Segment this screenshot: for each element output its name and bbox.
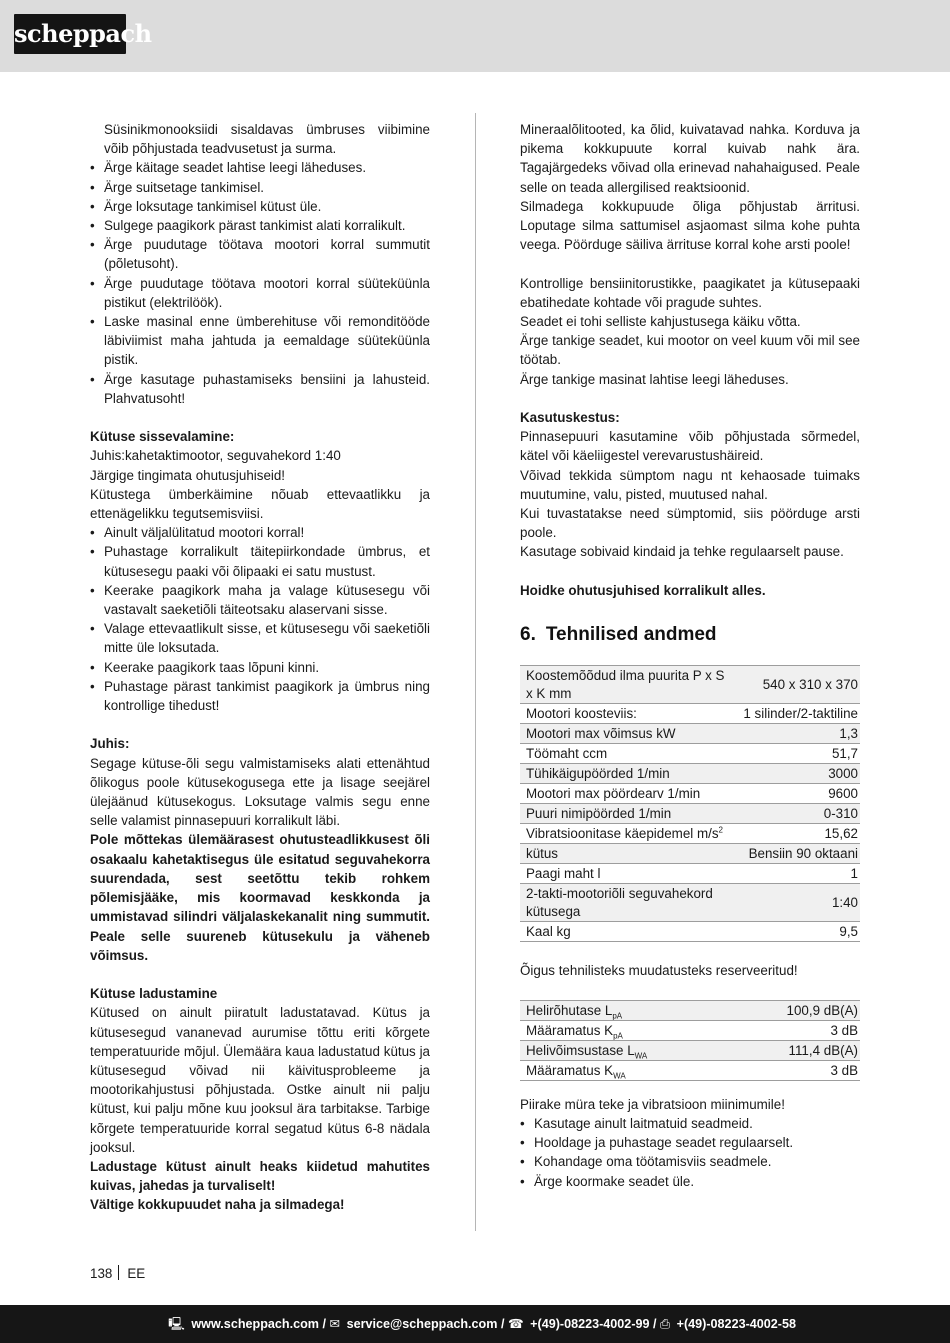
duration-line: Pinnasepuuri kasutamine võib põhjustada sõrmedel, kätel või käeliigestel verevarustushäireid. [520, 429, 860, 464]
list-item: • Kasutage ainult laitmatuid seadmeid. [520, 1114, 860, 1133]
safety-list [90, 158, 430, 408]
fuel-heading: Kütuse sissevalamine: [90, 429, 235, 445]
spec-label: Tühikäigupöörded 1/min [520, 764, 737, 784]
spec-label: kütus [520, 844, 737, 864]
column-divider [475, 113, 476, 1231]
noise-value: 3 dB [733, 1060, 860, 1080]
spec-label: Puuri nimipöörded 1/min [520, 804, 737, 824]
eye-paragraph: Silmadega kokkupuude õliga põhjustab ärritusi. Loputage silma sattumisel asjaomast silma kohe puhta veega. Pöörduge säiliva ärrituse korral kohe arsti poole! [520, 198, 860, 253]
table-row [520, 666, 860, 704]
email-link[interactable]: service@scheppach.com [346, 1317, 498, 1331]
fuel-line: Järgige tingimata ohutusjuhiseid! [90, 467, 286, 483]
noise-table [520, 1000, 860, 1081]
spec-value: 1,3 [737, 724, 860, 744]
noise-value: 100,9 dB(A) [733, 1000, 860, 1020]
table-row [520, 884, 860, 922]
list-item: • Ärge loksutage tankimisel kütust üle. [90, 197, 430, 216]
section-number: 6. [520, 624, 536, 646]
contact-bar [0, 1305, 950, 1343]
list-item: • Sulgege paagikork pärast tankimist alati korralikult. [90, 216, 430, 235]
fax-number: +(49)-08223-4002-58 [676, 1317, 796, 1331]
table-row [520, 764, 860, 784]
spec-value: 1 silinder/2-taktiline [737, 704, 860, 724]
spec-value: 3000 [737, 764, 860, 784]
website-link[interactable]: www.scheppach.com [191, 1317, 319, 1331]
note-heading: Juhis: [90, 736, 130, 752]
keep-note: Hoidke ohutusjuhised korralikult alles. [520, 582, 766, 598]
footer-separator [118, 1265, 119, 1280]
duration-heading: Kasutuskestus: [520, 410, 620, 426]
list-item: • Hooldage ja puhastage seadet regulaarselt. [520, 1133, 860, 1152]
fuel-line: Juhis:kahetaktimootor, seguvahekord 1:40 [90, 448, 341, 464]
noise-label: Määramatus $K_{pA}$ [520, 1020, 733, 1040]
table-row [520, 1000, 860, 1020]
table-row [520, 744, 860, 764]
table-row [520, 922, 860, 942]
table-row [520, 724, 860, 744]
list-item: • Kohandage oma töötamisviis seadmele. [520, 1152, 860, 1171]
spec-value: Bensiin 90 oktaani [737, 844, 860, 864]
spec-label: Koostemõõdud ilma puurita P x S x K mm [520, 666, 737, 704]
bar-separator: / [500, 1317, 505, 1331]
noise-value: 3 dB [733, 1020, 860, 1040]
mail-icon: ✉ [329, 1317, 341, 1331]
reserve-note: Õigus tehnilisteks muudatusteks reserveeritud! [520, 963, 798, 979]
storage-warning: Ladustage kütust ainult heaks kiidetud mahutites kuivas, jahedas ja turvaliselt! [90, 1158, 430, 1194]
left-column [90, 120, 430, 1215]
list-item: • Valage ettevaatlikult sisse, et kütusesegu või saeketiõli mitte üle loksutada. [90, 619, 430, 657]
table-row [520, 1040, 860, 1060]
spec-value: 9,5 [737, 922, 860, 942]
note-text: Segage kütuse-õli segu valmistamiseks alati ettenähtud õlikogus poole kütusekogusega ette ja lisage seejärel ülejäänud kütusekogus. Loksutage valmis segu enne selle valamist pinnasepuuri korralikult läbi. [90, 755, 430, 829]
list-item: • Ärge suitsetage tankimisel. [90, 178, 430, 197]
list-item: • Keerake paagikork maha ja valage kütusesegu või vastavalt saeketiõli täiteotsaku alaservani sisse. [90, 581, 430, 619]
table-row [520, 844, 860, 864]
spec-label: Kaal kg [520, 922, 737, 942]
spec-label: Mootori koosteviis: [520, 704, 737, 724]
spec-label: Töömaht ccm [520, 744, 737, 764]
noise-value: 111,4 dB(A) [733, 1040, 860, 1060]
specs-table [520, 665, 860, 942]
scheppach-logo: scheppach [14, 14, 126, 54]
table-row [520, 704, 860, 724]
note-warning: Pole mõttekas ülemäärasest ohutusteadlikkusest õli osakaalu kahetaktisegus üle esitatud seguvahekorra suurendada, sest seetõttu tekib rohkem põlemisjääke, mis koormavad keskkonda ja ummistavad silindri väljalaskekanalit ning summutit. Peale selle suureneb kütusekulu ja väheneb võimsus. [90, 832, 430, 963]
spec-label: 2-takti-mootoriõli seguvahekord kütusega [520, 884, 737, 922]
storage-warning: Vältige kokkupuudet naha ja silmadega! [90, 1197, 345, 1213]
bar-separator: / [322, 1317, 326, 1331]
list-item: • Ainult väljalülitatud mootori korral! [90, 523, 430, 542]
spec-label: Mootori max võimsus kW [520, 724, 737, 744]
spec-label: Vibratsioonitase käepidemel $m/s^2$ [520, 824, 737, 844]
list-item: • Ärge kasutage puhastamiseks bensiini ja lahusteid. Plahvatusoht! [90, 370, 430, 408]
table-row [520, 1020, 860, 1040]
minimize-text: Piirake müra teke ja vibratsioon miinimumile! [520, 1096, 785, 1112]
list-item: • Laske masinal enne ümberehituse või remonditööde läbiviimist maha jahtuda ja eemaldage süüteküünla pistik. [90, 312, 430, 370]
phone-number: +(49)-08223-4002-99 [530, 1317, 650, 1331]
check-line: Seadet ei tohi selliste kahjustusega käiku võtta. [520, 314, 801, 330]
spec-value: 9600 [737, 784, 860, 804]
fax-icon: ⎙ [660, 1317, 671, 1331]
list-item: • Ärge koormake seadet üle. [520, 1172, 860, 1191]
spec-value: 540 x 310 x 370 [737, 666, 860, 704]
bar-separator: / [653, 1317, 657, 1331]
spec-label: Paagi maht l [520, 864, 737, 884]
spec-value: 1:40 [737, 884, 860, 922]
section-title [520, 623, 860, 647]
check-line: Ärge tankige seadet, kui mootor on veel kuum või mil see töötab. [520, 333, 860, 368]
check-line: Ärge tankige masinat lahtise leegi läheduses. [520, 371, 789, 387]
minimize-list [520, 1114, 860, 1191]
list-item: • Puhastage pärast tankimist paagikork ja ümbrus ning kontrollige tihedust! [90, 677, 430, 715]
spec-value: 0-310 [737, 804, 860, 824]
computer-icon: 🖳 [168, 1317, 185, 1331]
spec-value: 15,62 [737, 824, 860, 844]
check-line: Kontrollige bensiinitorustikke, paagikatet ja kütusepaaki ebatihedate kohtade või pragude suhtes. [520, 275, 860, 310]
table-row [520, 864, 860, 884]
section-title-text: Tehnilised andmed [545, 624, 717, 646]
table-row [520, 804, 860, 824]
list-item: • Ärge käitage seadet lahtise leegi läheduses. [90, 158, 430, 177]
spec-value: 1 [737, 864, 860, 884]
fuel-list [90, 523, 430, 715]
intro-text: Süsinikmonooksiidi sisaldavas ümbruses viibimine võib põhjustada teadvusetust ja surma. [104, 122, 430, 157]
noise-label: Helirõhutase $L_{pA}$ [520, 1000, 733, 1020]
table-row [520, 784, 860, 804]
list-item: • Keerake paagikork taas lõpuni kinni. [90, 658, 430, 677]
right-column [520, 120, 860, 1191]
fuel-line: Kütustega ümberkäimine nõuab ettevaatlikku ja ettenägelikku tegutsemisviisi. [90, 486, 430, 522]
list-item: • Puhastage korralikult täitepiirkondade ümbrus, et kütusesegu paaki või õlipaaki ei satu mustust. [90, 542, 430, 580]
table-row [520, 1060, 860, 1080]
noise-label: Helivõimsustase $L_{WA}$ [520, 1040, 733, 1060]
list-item: • Ärge puudutage töötava mootori korral summutit (põletusoht). [90, 235, 430, 273]
oil-paragraph: Mineraalõlitooted, ka õlid, kuivatavad nahka. Korduva ja pikema kokkupuute korral kuivab nahk ära. Tagajärgedeks võivad olla erinevad nahahaigused. Peale selle on teada allergilised reaktsioonid. [520, 122, 860, 195]
page-number: 138 [90, 1266, 113, 1281]
spec-value: 51,7 [737, 744, 860, 764]
phone-icon: ☎ [507, 1317, 524, 1331]
duration-line: Võivad tekkida sümptom nagu nt kehaosade tuimaks muutumine, valu, pisted, muutused nahal. [520, 467, 860, 502]
duration-line: Kui tuvastatakse need sümptomid, siis pöörduge arsti poole. [520, 506, 860, 541]
storage-text: Kütused on ainult piiratult ladustatavad. Kütus ja kütusesegud vananevad aurumise tõttu eriti kõrgete temperatuuride mõjul. Ülemäära kaua ladustatud kütus ja kütusesegud võivad nii käivitusprobleeme ja mootorikahjustusi põhjustada. Ostke ainult nii palju kütust, kui palju mõne kuu jooksul ära tarbitakse. Tarbige kõrgete temperatuuride korral segatud kütus 6-8 nädala jooksul. [90, 1005, 430, 1155]
duration-line: Kasutage sobivaid kindaid ja tehke regulaarselt pause. [520, 544, 844, 560]
spec-label: Mootori max pöördearv 1/min [520, 784, 737, 804]
noise-label: Määramatus $K_{WA}$ [520, 1060, 733, 1080]
storage-heading: Kütuse ladustamine [90, 986, 218, 1002]
table-row [520, 824, 860, 844]
language-code: EE [127, 1266, 146, 1281]
list-item: • Ärge puudutage töötava mootori korral süüteküünla pistikut (elektrilöök). [90, 274, 430, 312]
page-footer [90, 1265, 145, 1283]
page-header [0, 0, 950, 72]
